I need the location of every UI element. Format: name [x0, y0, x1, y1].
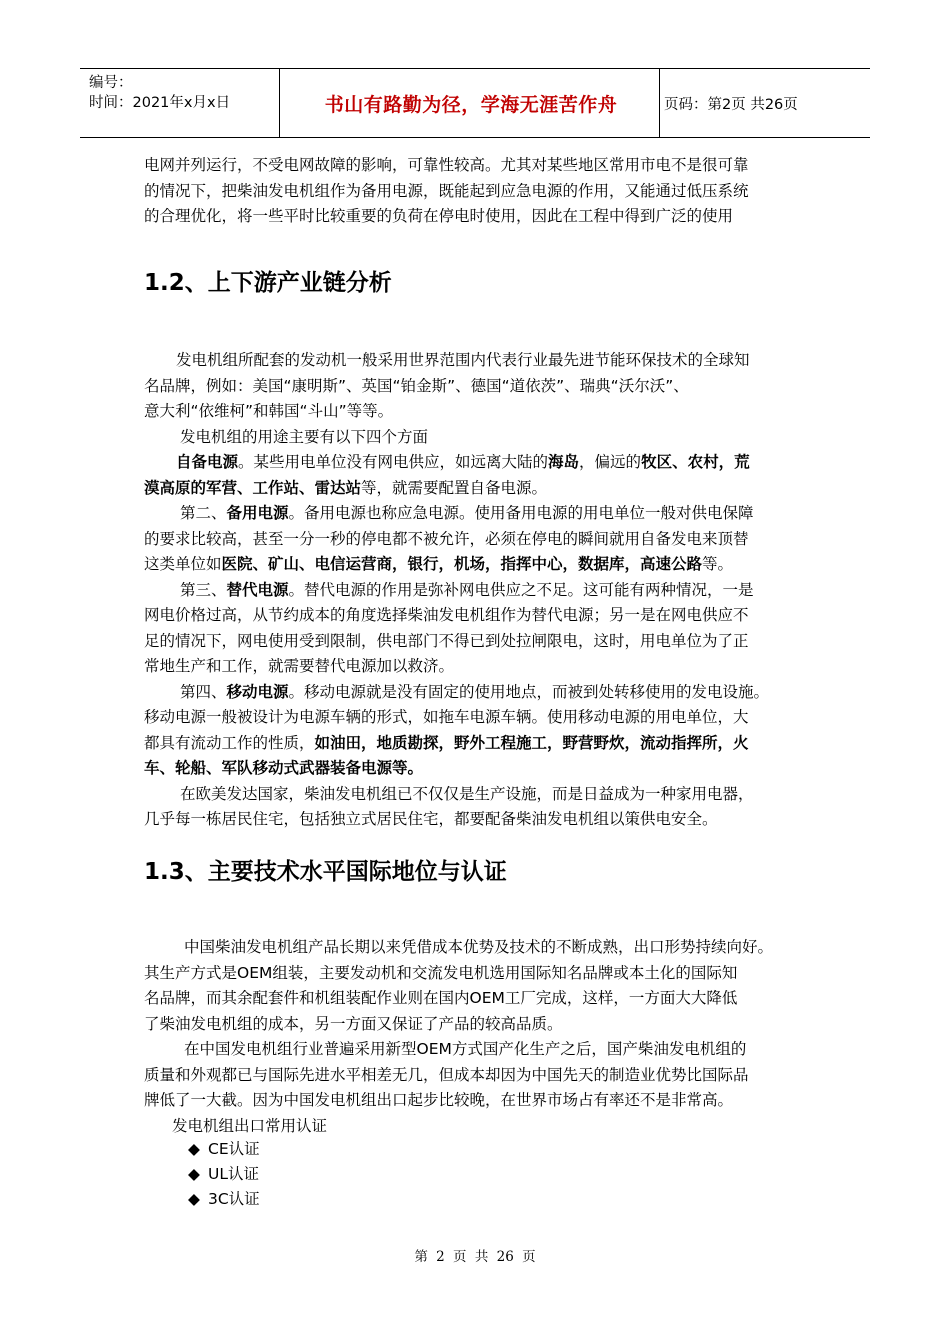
text-line: 名品牌，例如：美国“康明斯”、英国“铂金斯”、德国“道依茨”、瑞典“沃尔沃”、	[144, 376, 689, 395]
uses-intro: 发电机组的用途主要有以下四个方面	[180, 427, 429, 446]
text-line: 移动电源一般被设计为电源车辆的形式，如拖车电源车辆。使用移动电源的用电单位，大	[144, 708, 749, 726]
text-span: 。备用电源也称应急电源。使用备用电源的用电单位一般对供电保障	[288, 504, 754, 522]
header-page-info: 页码：第2页 共26页	[664, 97, 798, 113]
text-span: 第二、	[180, 504, 227, 522]
text-span: 这类单位如	[144, 555, 222, 573]
list-item	[188, 1162, 259, 1188]
list-item	[188, 1187, 260, 1213]
text-line: 其生产方式是OEM组装，主要发动机和交流发电机选用国际知名品牌或本土化的国际知	[144, 963, 738, 982]
text-line: 在中国发电机组行业普遍采用新型OEM方式国产化生产之后，国产柴油发电机组的	[184, 1040, 747, 1058]
list-item-label: UL认证	[208, 1165, 259, 1183]
text-line	[144, 756, 814, 782]
text-span: 第四、	[180, 682, 227, 701]
text-span: ，偏远的	[579, 453, 642, 471]
page-footer: 第 2 页 共 26 页	[414, 1249, 536, 1265]
text-line: 在欧美发达国家，柴油发电机组已不仅仅是生产设施，而是日益成为一种家用电器，	[180, 784, 754, 803]
text-line: 发电机组所配套的发动机一般采用世界范围内代表行业最先进节能环保技术的全球知	[176, 351, 750, 369]
list-item-label: CE认证	[208, 1140, 260, 1158]
bold-span: 医院、矿山、电信运营商，银行，机场，指挥中心，数据库，高速公路	[221, 555, 703, 573]
section-1-2-body	[144, 348, 814, 833]
text-line: 中国柴油发电机组产品长期以来凭借成本优势及技术的不断成熟，出口形势持续向好。	[184, 938, 774, 956]
list-item-label: 3C认证	[208, 1190, 260, 1208]
term-alt-power: 替代电源	[226, 580, 289, 599]
text-line: 的合理优化，将一些平时比较重要的负荷在停电时使用，因此在工程中得到广泛的使用	[144, 207, 734, 225]
text-line	[144, 501, 814, 527]
date-label: 时间：2021年x月x日	[89, 95, 231, 111]
text-line: 意大利“依维柯”和韩国“斗山”等等。	[144, 402, 394, 420]
section-1-3-body	[144, 935, 814, 1139]
header-meta	[89, 73, 230, 113]
section-heading-1-2: 1.2、上下游产业链分析	[144, 270, 392, 296]
bold-span: 海岛	[548, 453, 580, 471]
text-line: 的情况下，把柴油发电机组作为备用电源，既能起到应急电源的作用，又能通过低压系统	[144, 181, 749, 200]
text-span: 。移动电源就是没有固定的使用地点，而被到处转移使用的发电设施。	[288, 682, 770, 701]
text-line	[144, 578, 814, 604]
section-heading-1-3: 1.3、主要技术水平国际地位与认证	[144, 859, 507, 885]
diamond-bullet-icon: ◆	[188, 1165, 200, 1183]
text-line: 了柴油发电机组的成本，另一方面又保证了产品的较高品质。	[144, 1014, 563, 1033]
page-header	[80, 68, 870, 138]
text-line: 质量和外观都已与国际先进水平相差无几，但成本却因为中国先天的制造业优势比国际品	[144, 1065, 749, 1084]
bold-span: 漠高原的军营、工作站、雷达站	[144, 478, 362, 497]
text-line	[144, 450, 814, 476]
text-span: 等。	[702, 555, 734, 573]
text-line: 的要求比较高，甚至一分一秒的停电都不被允许，必须在停电的瞬间就用自备发电来顶替	[144, 529, 749, 548]
bold-span: 车、轮船、军队移动式武器装备电源等。	[144, 759, 424, 777]
text-span: 。替代电源的作用是弥补网电供应之不足。这可能有两种情况，一是	[288, 580, 754, 599]
text-line: 几乎每一栋居民住宅，包括独立式居民住宅，都要配备柴油发电机组以策供电安全。	[144, 810, 718, 828]
serial-label: 编号：	[89, 75, 133, 91]
header-divider	[659, 69, 660, 137]
term-backup-power: 备用电源	[226, 504, 289, 522]
text-line: 名品牌，而其余配套件和机组装配作业则在国内OEM工厂完成，这样，一方面大大降低	[144, 989, 738, 1007]
diamond-bullet-icon: ◆	[188, 1190, 200, 1208]
list-item	[188, 1137, 260, 1163]
bold-span: 牧区、农村，荒	[641, 453, 750, 471]
text-span: 等，就需要配置自备电源。	[361, 478, 548, 497]
text-line: 常地生产和工作，就需要替代电源加以救济。	[144, 657, 455, 675]
text-span: 第三、	[180, 580, 227, 599]
text-line	[144, 552, 814, 578]
text-span: 都具有流动工作的性质，	[144, 733, 315, 752]
text-line: 足的情况下，网电使用受到限制，供电部门不得已到处拉闸限电，这时，用电单位为了正	[144, 631, 749, 650]
text-line	[144, 680, 814, 706]
header-divider	[279, 69, 280, 137]
text-line	[144, 731, 814, 757]
bold-span: 如油田，地质勘探，野外工程施工，野营野炊，流动指挥所，火	[314, 733, 749, 752]
text-line: 电网并列运行，不受电网故障的影响，可靠性较高。尤其对某些地区常用市电不是很可靠	[144, 156, 749, 174]
text-line: 网电价格过高，从节约成本的角度选择柴油发电机组作为替代电源；另一是在网电供应不	[144, 606, 749, 624]
diamond-bullet-icon: ◆	[188, 1140, 200, 1158]
cert-intro: 发电机组出口常用认证	[172, 1116, 328, 1135]
text-line	[144, 476, 814, 502]
intro-paragraph	[144, 153, 814, 230]
term-self-power: 自备电源	[176, 453, 239, 471]
term-mobile-power: 移动电源	[226, 682, 289, 701]
text-line: 牌低了一大截。因为中国发电机组出口起步比较晚，在世界市场占有率还不是非常高。	[144, 1091, 734, 1109]
header-motto: 书山有路勤为径，学海无涯苦作舟	[324, 93, 618, 116]
text-span: 。某些用电单位没有网电供应，如远离大陆的	[238, 453, 549, 471]
